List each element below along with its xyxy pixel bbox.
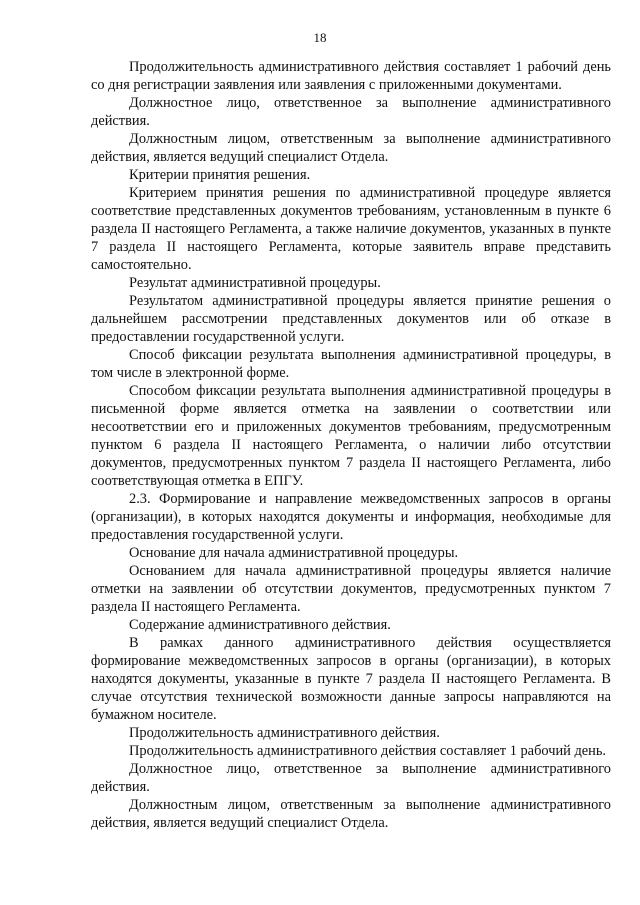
paragraph-duration-heading: Продолжительность административного действия.: [129, 725, 440, 741]
paragraph-result: Результатом административной процедуры является принятие решения о дальнейшем рассмотрении представленных документов или об отказе в предоставлении государственной услуги.: [91, 293, 611, 345]
paragraph-duration-1: Продолжительность административного действия составляет 1 рабочий день со дня регистрации заявления или заявления с приложенными документами.: [91, 59, 611, 93]
paragraph-responsible-1: Должностным лицом, ответственным за выполнение административного действия, является ведущий специалист Отдела.: [91, 131, 611, 165]
paragraph-responsible-2: Должностным лицом, ответственным за выполнение административного действия, является ведущий специалист Отдела.: [91, 797, 611, 831]
paragraph-basis: Основанием для начала административной процедуры является наличие отметки на заявлении об отсутствии документов, предусмотренных пунктом 7 раздела II настоящего Регламента.: [91, 563, 611, 615]
paragraph-responsible-heading-2: Должностное лицо, ответственное за выполнение административного действия.: [91, 761, 611, 795]
paragraph-responsible-heading-1: Должностное лицо, ответственное за выполнение административного действия.: [91, 95, 611, 129]
paragraph-content-heading: Содержание административного действия.: [129, 617, 391, 633]
paragraph-fixation: Способом фиксации результата выполнения административной процедуры в письменной форме является отметка на заявлении о соответствии или несоответствии его и приложенных документов требованиям, предусмотренным пунктом 6 раздела II настоящего Регламента, о наличии либо отсутствии документов, предусмотренных пунктом 7 раздела II настоящего Регламента, либо соответствующая отметка в ЕПГУ.: [91, 383, 611, 489]
paragraph-duration-2: Продолжительность административного действия составляет 1 рабочий день.: [129, 743, 607, 759]
body-text: [91, 58, 611, 832]
paragraph-criteria: Критерием принятия решения по административной процедуре является соответствие представленных документов требованиям, установленным в пункте 6 раздела II настоящего Регламента, а также наличие документов, указанных в пункте 7 раздела II настоящего Регламента, которые заявитель вправе представить самостоятельно.: [91, 185, 611, 273]
paragraph-criteria-heading: Критерии принятия решения.: [129, 167, 311, 183]
paragraph-result-heading: Результат административной процедуры.: [129, 275, 381, 291]
paragraph-basis-heading: Основание для начала административной процедуры.: [129, 545, 459, 561]
paragraph-content: В рамках данного административного действия осуществляется формирование межведомственных запросов в органы (организации), в которых находятся документы, указанные в пункте 7 раздела II настоящего Регламента. В случае отсутствия технической возможности данные запросы направляются на бумажном носителе.: [91, 635, 611, 723]
paragraph-fixation-heading: Способ фиксации результата выполнения административной процедуры, в том числе в электронной форме.: [91, 347, 611, 381]
paragraph-section-2-3: 2.3. Формирование и направление межведомственных запросов в органы (организации), в которых находятся документы и информация, необходимые для предоставления государственной услуги.: [91, 491, 611, 543]
page-number: 18: [313, 30, 327, 45]
